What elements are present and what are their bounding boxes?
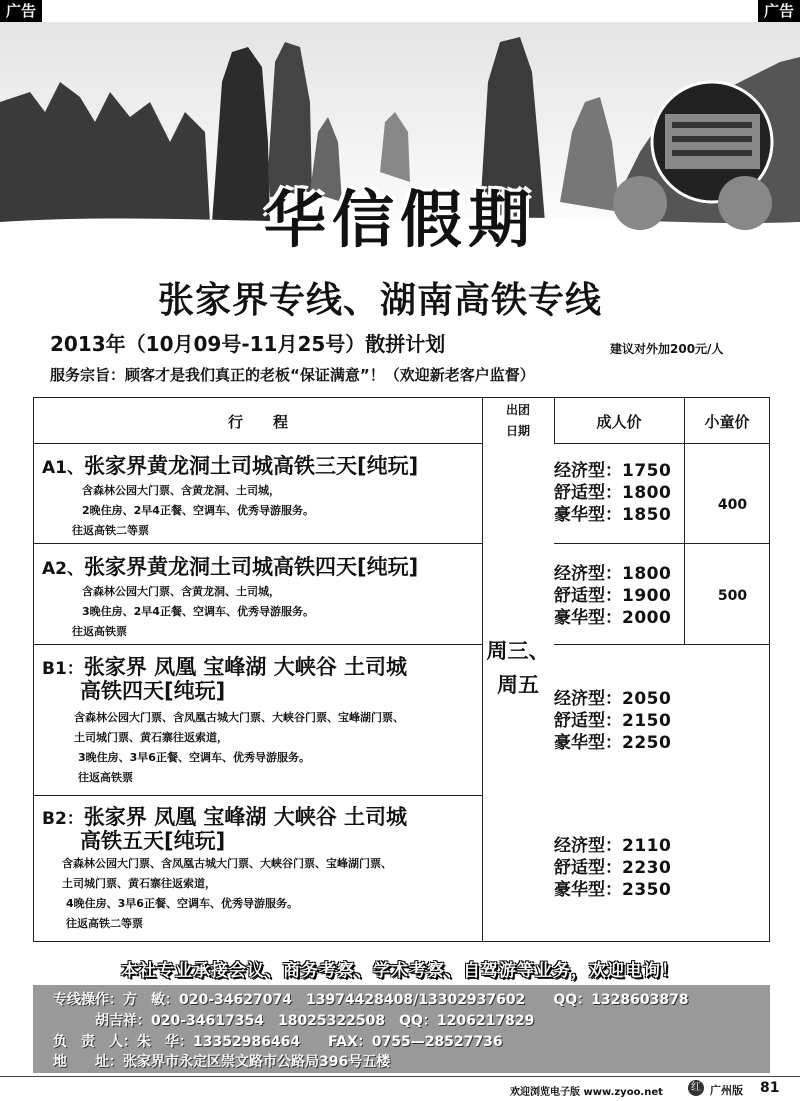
header-child-price: 小童价: [704, 413, 750, 431]
route-a1-title: [42, 455, 418, 479]
route-a2-child-price: 500: [717, 588, 748, 604]
contact-address: 地 址：张家界市永定区崇文路市公路局396号五楼: [53, 1054, 391, 1070]
route-code: B2：: [42, 809, 84, 829]
contact-operations-2: 胡吉祥：020-34617354 18025322508 QQ：1206217829: [95, 1013, 535, 1029]
price-row: 豪华型：2000: [554, 608, 672, 628]
route-name-line1: 张家界 凤凰 宝峰湖 大峡谷 土司城: [83, 805, 408, 829]
contact-operations: 专线操作：方 敏：020-34627074 13974428408/13302937602 QQ：1328603878: [53, 992, 689, 1008]
route-b1-details: 含森林公园大门票、含凤凰古城大门票、大峡谷门票、宝峰湖门票、 土司城门票、黄石寨往返索道， 3晚住房、3早6正餐、空调车、优秀导游服务。 往返高铁票: [74, 711, 404, 784]
footer-edition: 广州版: [710, 1084, 743, 1097]
plan-heading: 2013年（10月09号-11月25号）散拼计划: [50, 332, 446, 356]
header-adult-price: 成人价: [596, 413, 642, 431]
services-banner: 本社专业承接会议、商务考察、学术考察、自驾游等业务，欢迎电询！: [121, 961, 679, 981]
route-name: 张家界黄龙洞土司城高铁三天[纯玩]: [84, 454, 419, 478]
route-name-line2: 高铁五天[纯玩]: [80, 829, 226, 853]
route-b2-prices: [554, 835, 671, 901]
route-name-line2: 高铁四天[纯玩]: [80, 679, 226, 703]
edition-badge-icon: 红: [688, 1080, 704, 1096]
ad-tag-left: 广告: [0, 0, 42, 22]
contact-manager: 负 责 人：朱 华：13352986464 FAX：0755—28527736: [53, 1034, 503, 1050]
route-code: B1：: [42, 659, 84, 679]
route-b1-title: [42, 656, 407, 702]
header-depart-1: 出团: [505, 403, 530, 417]
subtitle: 张家界专线、湖南高铁专线: [157, 280, 602, 321]
price-row: 经济型：1800: [554, 564, 672, 584]
page-number: 81: [760, 1080, 780, 1096]
price-row: 经济型：2050: [554, 689, 672, 709]
service-motto: 服务宗旨：顾客才是我们真正的老板“保证满意”！（欢迎新老客户监督）: [50, 366, 535, 384]
route-b2-title: [42, 806, 407, 852]
plan-note: 建议对外加200元/人: [610, 342, 724, 356]
route-b2-details: 含森林公园大门票、含凤凰古城大门票、大峡谷门票、宝峰湖门票、 土司城门票、黄石寨往返索道， 4晚住房、3早6正餐、空调车、优秀导游服务。 往返高铁二等票: [62, 857, 392, 930]
price-row: 舒适型：1800: [554, 483, 672, 503]
header-depart-2: 日期: [505, 424, 530, 438]
itinerary-table: [33, 397, 770, 942]
price-row: 舒适型：2150: [554, 711, 672, 731]
brand-title: 华信假期: [263, 183, 536, 256]
footer-text: 欢迎浏览电子版 www.zyoo.net: [510, 1087, 663, 1098]
page-footer: [0, 1076, 800, 1101]
departure-day-2: 周五: [497, 673, 539, 697]
header-route: 行 程: [227, 413, 288, 431]
route-a2-title: [42, 556, 418, 580]
route-name: 张家界黄龙洞土司城高铁四天[纯玩]: [84, 555, 419, 579]
route-a2-prices: [554, 563, 671, 629]
contact-box: [33, 985, 770, 1073]
price-row: 经济型：1750: [554, 461, 672, 481]
departure-days: [482, 634, 554, 702]
route-a2-details: 含森林公园大门票、含黄龙洞、土司城， 3晚住房、2早4正餐、空调车、优秀导游服务。 往返高铁票: [72, 585, 314, 638]
price-row: 豪华型：2350: [554, 880, 672, 900]
price-row: 舒适型：2230: [554, 858, 672, 878]
route-a1-prices: [554, 460, 671, 526]
route-b1-prices: [554, 688, 671, 754]
route-a1-details: 含森林公园大门票、含黄龙洞、土司城， 2晚住房、2早4正餐、空调车、优秀导游服务。 往返高铁二等票: [72, 484, 314, 537]
route-code: A2、: [42, 559, 84, 579]
price-row: 经济型：2110: [554, 836, 672, 856]
price-row: 舒适型：1900: [554, 586, 672, 606]
price-row: 豪华型：1850: [554, 505, 672, 525]
route-a1-child-price: 400: [717, 497, 748, 513]
departure-day-1: 周三、: [486, 639, 550, 663]
ad-tag-right: 广告: [758, 0, 800, 22]
route-name-line1: 张家界 凤凰 宝峰湖 大峡谷 土司城: [83, 655, 408, 679]
price-row: 豪华型：2250: [554, 733, 672, 753]
route-code: A1、: [42, 458, 84, 478]
